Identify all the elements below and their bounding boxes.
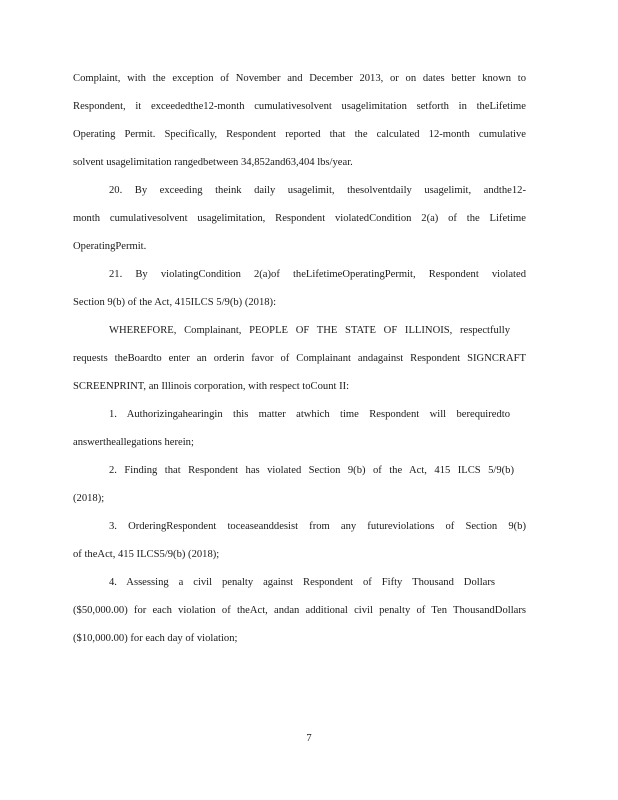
text-line: answertheallegations herein; [73,437,194,448]
text-line: ($50,000.00) for each violation of theAct, andan additional civil penalty of Ten ThousandDollars [73,605,526,616]
text-line: 1. Authorizingahearingin this matter atwhich time Respondent will berequiredto [109,409,510,420]
text-line: Respondent, it exceededthe12-month cumulativesolvent usagelimitation setforth in theLifetime [73,101,526,112]
text-line: of theAct, 415 ILCS5/9(b) (2018); [73,549,220,560]
text-line: requests theBoardto enter an orderin favor of Complainant andagainst Respondent SIGNCRAFT [73,353,526,364]
text-line: 4. Assessing a civil penalty against Respondent of Fifty Thousand Dollars [109,577,495,588]
text-line: 3. OrderingRespondent toceaseanddesist from any futureviolations of Section 9(b) [109,521,526,532]
text-line: 2. Finding that Respondent has violated Section 9(b) of the Act, 415 ILCS 5/9(b) [109,465,514,476]
text-line: Section 9(b) of the Act, 415ILCS 5/9(b) (2018): [73,297,277,308]
text-line: month cumulativesolvent usagelimitation, Respondent violatedCondition 2(a) of the Lifetime [73,213,526,224]
text-line: Complaint, with the exception of November and December 2013, or on dates better known to [73,73,526,84]
text-line: (2018); [73,493,105,504]
text-line: SCREENPRINT, an Illinois corporation, with respect toCount II: [73,381,350,392]
text-line: 20. By exceeding theink daily usagelimit, thesolventdaily usagelimit, andthe12- [109,185,526,196]
text-line: ($10,000.00) for each day of violation; [73,633,238,644]
text-line: 21. By violatingCondition 2(a)of theLifetimeOperatingPermit, Respondent violated [109,269,526,280]
text-line: Operating Permit. Specifically, Respondent reported that the calculated 12-month cumulative [73,129,526,140]
page-number: 7 [306,733,312,744]
text-line: solvent usagelimitation rangedbetween 34,852and63,404 lbs/year. [73,157,353,168]
text-line: OperatingPermit. [73,241,147,252]
text-line: WHEREFORE, Complainant, PEOPLE OF THE STATE OF ILLINOIS, respectfully [109,325,510,336]
